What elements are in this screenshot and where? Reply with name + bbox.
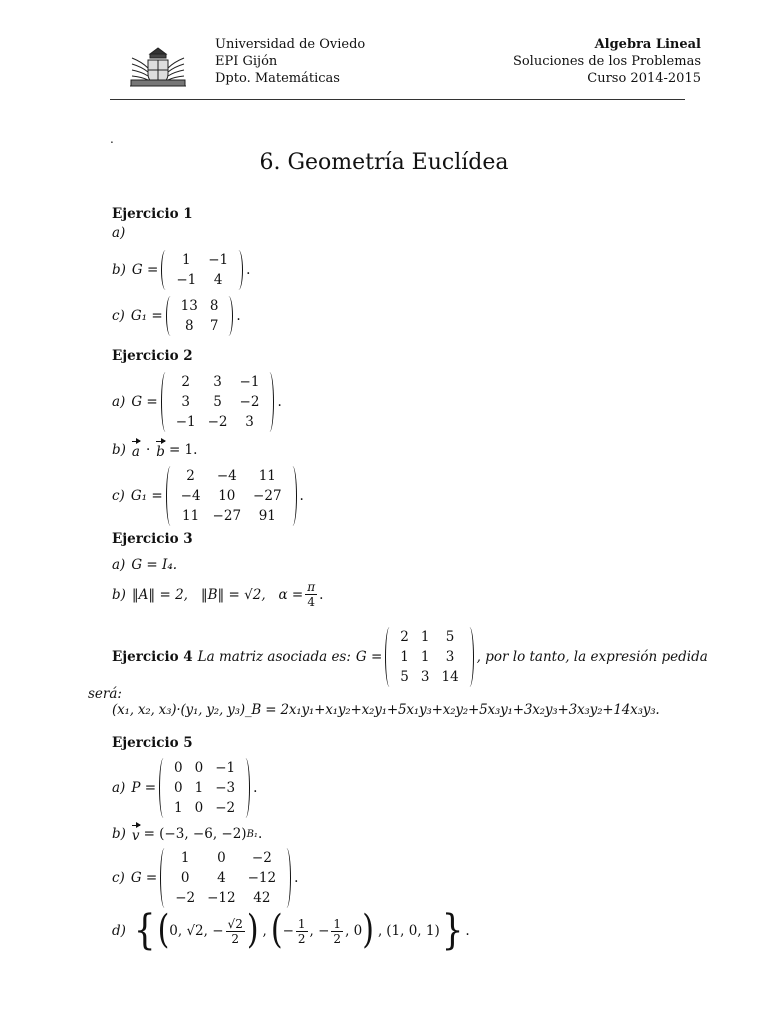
v1-open-paren: ( [157, 907, 170, 954]
matrix-cell: 7 [209, 318, 219, 334]
matrix-row [170, 250, 234, 270]
page-title: 6. Geometría Euclídea [259, 150, 509, 175]
ex5-c-matrix-left-paren [160, 848, 169, 908]
ex5-d-label: d) [112, 923, 126, 939]
matrix-cell: −1 [176, 272, 197, 288]
matrix-cell: 91 [258, 508, 276, 524]
ex4-line [112, 627, 708, 687]
matrix-cell: 0 [194, 760, 204, 776]
ex5-heading: Ejercicio 5 [112, 735, 193, 751]
ex4-eq: G = [355, 649, 383, 665]
matrix-cell: −2 [175, 890, 196, 906]
ex5-c: c) G = 1 0 −2 0 4 −12 −2 −12 42 . [112, 850, 299, 906]
ex5-c-matrix-table [169, 848, 282, 908]
ex2-a-matrix-left-paren [161, 372, 170, 432]
ex5-d-sep2: , [377, 923, 383, 939]
matrix-cell: −27 [212, 508, 242, 524]
ex2-b-result: = 1. [168, 442, 198, 458]
matrix-row [175, 466, 288, 486]
ex5-c-matrix [160, 848, 291, 908]
ex3-a [112, 557, 177, 573]
university-seal-logo [128, 44, 188, 90]
v2-close-paren: ) [362, 907, 374, 954]
ex2-b-vector-a: a [132, 440, 140, 460]
ex2-b-label: b) [112, 442, 126, 458]
matrix-cell: −1 [239, 374, 260, 390]
ex5-b-end: . [257, 826, 263, 842]
ex5-a-matrix [159, 758, 250, 818]
ex2-c-matrix [166, 466, 297, 526]
matrix-cell: 8 [209, 298, 219, 314]
ex2-a: a) G = 2 3 −1 3 5 −2 −1 −2 3 . [112, 374, 282, 430]
matrix-cell: 2 [400, 629, 409, 645]
header-course [513, 36, 701, 87]
ex1-b-matrix [161, 250, 243, 290]
matrix-cell: 5 [213, 394, 222, 410]
ex3-b-fraction [305, 580, 317, 609]
matrix-cell: −2 [207, 414, 228, 430]
ex5-d-v2-den1: 2 [297, 931, 306, 946]
matrix-row [175, 296, 225, 316]
ex1-b: b) G = 1 −1 −1 4 . [112, 252, 251, 288]
ex4-expression: (x₁, x₂, x₃)·(y₁, y₂, y₃)_B = 2x₁y₁+x₁y₂+x₂y₁+5x₁y₃+x₂y₂+5x₃y₁+3x₂y₃+3x₃y₂+14x₃y₃. [112, 702, 660, 718]
ex4-matrix-right-paren [465, 627, 474, 687]
matrix-cell: 3 [245, 414, 254, 430]
matrix-cell: −12 [207, 890, 236, 906]
ex5-d-v2-num1: 1 [297, 916, 306, 931]
ex1-a [112, 225, 131, 241]
matrix-cell: 42 [253, 890, 271, 906]
ex5-d-v2-end: , 0 [345, 923, 363, 939]
header-institution [215, 36, 365, 87]
ex5-b-label: b) [112, 826, 126, 842]
matrix-cell: 3 [420, 669, 430, 685]
matrix-cell: 0 [174, 780, 183, 796]
ex2-c-matrix-right-paren [288, 466, 297, 526]
matrix-row [170, 372, 266, 392]
ex2-b-dot: · [145, 442, 151, 458]
matrix-cell: 0 [180, 870, 190, 886]
ex5-b [112, 824, 262, 844]
matrix-row [394, 647, 464, 667]
ex5-d-v1-pre: 0, √2, − [169, 923, 224, 939]
ex1-c-eq: G₁ = [130, 308, 163, 324]
ex1-heading: Ejercicio 1 [112, 206, 193, 222]
matrix-row [175, 486, 288, 506]
header-department: Dpto. Matemáticas [215, 71, 340, 86]
matrix-cell: 0 [217, 850, 226, 866]
ex5-a-label: a) [112, 780, 126, 796]
matrix-cell: 1 [180, 850, 190, 866]
matrix-row [394, 627, 464, 647]
right-brace: } [441, 907, 464, 955]
ex2-a-eq: G = [131, 394, 158, 410]
header-doc-type: Soluciones de los Problemas [512, 54, 701, 69]
matrix-cell: 1 [174, 800, 183, 816]
ex1-c-matrix [166, 296, 234, 336]
ex1-c-label: c) [112, 308, 125, 324]
ex5-c-eq: G = [130, 870, 158, 886]
matrix-cell: −1 [215, 760, 236, 776]
matrix-cell: 1 [420, 649, 430, 665]
ex5-b-rest: = (−3, −6, −2) [143, 826, 247, 842]
ex4-intro: La matriz asociada es: [197, 649, 351, 665]
ex1-c-matrix-left-paren [166, 296, 175, 336]
header-subject: Algebra Lineal [594, 37, 701, 52]
ex5-a: a) P = 0 0 −1 0 1 −3 1 0 −2 . [112, 760, 258, 816]
ex2-b-vector-b: b [156, 440, 165, 460]
ex3-a-text: G = I₄. [131, 557, 178, 573]
ex5-d-v2-mid: , − [309, 923, 330, 939]
matrix-row [170, 412, 266, 432]
matrix-cell: 3 [181, 394, 190, 410]
matrix-row [170, 392, 266, 412]
ex5-a-matrix-right-paren [241, 758, 250, 818]
matrix-cell: 5 [445, 629, 455, 645]
matrix-cell: 4 [217, 870, 226, 886]
ex5-d-v1-den: 2 [231, 931, 239, 946]
ex1-c-matrix-right-paren [224, 296, 233, 336]
matrix-cell: 0 [194, 800, 204, 816]
ex5-c-matrix-right-paren [282, 848, 291, 908]
ex3-b-end: . [319, 586, 324, 603]
ex5-d-v2-pre: − [282, 923, 294, 939]
matrix-cell: 3 [213, 374, 222, 390]
ex5-a-matrix-left-paren [159, 758, 168, 818]
header-school: EPI Gijón [215, 54, 278, 69]
ex2-a-label: a) [112, 394, 126, 410]
matrix-cell: −2 [215, 800, 236, 816]
matrix-cell: 1 [194, 780, 204, 796]
header-year: Curso 2014-2015 [587, 71, 701, 86]
matrix-cell: 0 [174, 760, 183, 776]
ex3-b-label: b) [112, 586, 126, 603]
ex2-c: c) G₁ = 2 −4 11 −4 10 −27 11 −27 91 . [112, 468, 304, 524]
ex5-a-eq: P = [131, 780, 157, 796]
matrix-row [168, 778, 241, 798]
ex5-a-matrix-table [168, 758, 241, 818]
matrix-cell: 10 [218, 488, 236, 504]
header-divider [110, 99, 685, 100]
ex4-heading: Ejercicio 4 [112, 649, 193, 665]
matrix-cell: −1 [208, 252, 229, 268]
ex1-b-label: b) [112, 262, 126, 278]
matrix-cell: −1 [175, 414, 196, 430]
matrix-cell: 3 [445, 649, 455, 665]
v1-close-paren: ) [246, 907, 259, 954]
matrix-cell: 1 [181, 252, 191, 268]
ex3-heading: Ejercicio 3 [112, 531, 193, 547]
ex5-d-v2-num2: 1 [333, 916, 342, 931]
stray-dot: . [110, 132, 114, 146]
matrix-row [394, 667, 464, 687]
matrix-cell: −2 [239, 394, 260, 410]
ex1-b-eq: G = [131, 262, 159, 278]
ex3-b-num: π [307, 580, 316, 594]
matrix-cell: 14 [441, 669, 459, 685]
v2-open-paren: ( [270, 907, 283, 954]
matrix-row [168, 798, 241, 818]
ex3-b-text: ‖A‖ = 2, ‖B‖ = √2, α = [131, 586, 304, 603]
matrix-cell: −27 [253, 488, 282, 504]
matrix-cell: 8 [184, 318, 194, 334]
ex3-b-den: 4 [307, 595, 315, 609]
ex2-heading: Ejercicio 2 [112, 348, 193, 364]
matrix-row [175, 506, 288, 526]
ex4-matrix-table [394, 627, 464, 687]
ex1-b-matrix-table [170, 250, 234, 290]
matrix-cell: 11 [182, 508, 200, 524]
ex2-c-matrix-table [175, 466, 288, 526]
matrix-cell: −12 [247, 870, 277, 886]
ex2-a-matrix-table [170, 372, 266, 432]
left-brace: { [133, 907, 156, 955]
matrix-cell: −3 [215, 780, 236, 796]
matrix-row [169, 888, 282, 908]
matrix-row [169, 848, 282, 868]
ex2-a-matrix-right-paren [265, 372, 274, 432]
ex5-d-v1-num: √2 [227, 916, 243, 931]
ex2-c-label: c) [112, 488, 125, 504]
ex5-d-sep1: , [262, 923, 267, 939]
ex5-d-v2-frac2 [331, 917, 343, 946]
ex1-c-matrix-table [175, 296, 225, 336]
ex1-b-matrix-left-paren [161, 250, 170, 290]
matrix-cell: 11 [258, 468, 276, 484]
ex5-d-v1-frac [226, 917, 245, 946]
ex5-d-v2-frac1 [296, 917, 308, 946]
ex4-matrix [385, 627, 473, 687]
matrix-cell: 4 [213, 272, 223, 288]
matrix-cell: −2 [251, 850, 272, 866]
ex5-b-sub: B₁ [246, 828, 258, 840]
ex1-a-label: a) [112, 225, 126, 241]
ex5-d-v2-den2: 2 [333, 931, 342, 946]
matrix-row [168, 758, 241, 778]
ex4-matrix-left-paren [385, 627, 394, 687]
matrix-cell: 13 [180, 298, 198, 314]
ex4-sera: será: [88, 686, 122, 702]
matrix-row [175, 316, 225, 336]
header-university: Universidad de Oviedo [215, 37, 366, 52]
ex2-c-matrix-left-paren [166, 466, 175, 526]
matrix-cell: 1 [420, 629, 430, 645]
matrix-cell: 5 [400, 669, 409, 685]
matrix-row [169, 868, 282, 888]
matrix-cell: 2 [186, 468, 195, 484]
matrix-row [170, 270, 234, 290]
matrix-cell: 2 [181, 374, 190, 390]
ex2-b [112, 440, 197, 460]
ex5-d-v3: (1, 0, 1) [386, 923, 440, 939]
matrix-cell: 1 [400, 649, 409, 665]
ex3-a-label: a) [112, 557, 126, 573]
matrix-cell: −4 [180, 488, 201, 504]
ex3-b [112, 580, 323, 609]
ex4-after: , por lo tanto, la expresión pedida [476, 649, 708, 665]
matrix-cell: −4 [216, 468, 237, 484]
ex2-a-matrix [161, 372, 275, 432]
ex5-d: d) { ( 0, √2, − $\frac{√2}{2}$ ) , ( − $\frac{1}{2}$ , − $\frac{1}{2}$ , 0 ) , (1, 0, 1) } . [112, 907, 470, 955]
ex2-c-eq: G₁ = [130, 488, 163, 504]
ex1-b-matrix-right-paren [234, 250, 243, 290]
ex5-c-label: c) [112, 870, 125, 886]
ex1-c: c) G₁ = 13 8 8 7 . [112, 298, 241, 334]
ex5-b-vector-v: v [132, 824, 140, 844]
